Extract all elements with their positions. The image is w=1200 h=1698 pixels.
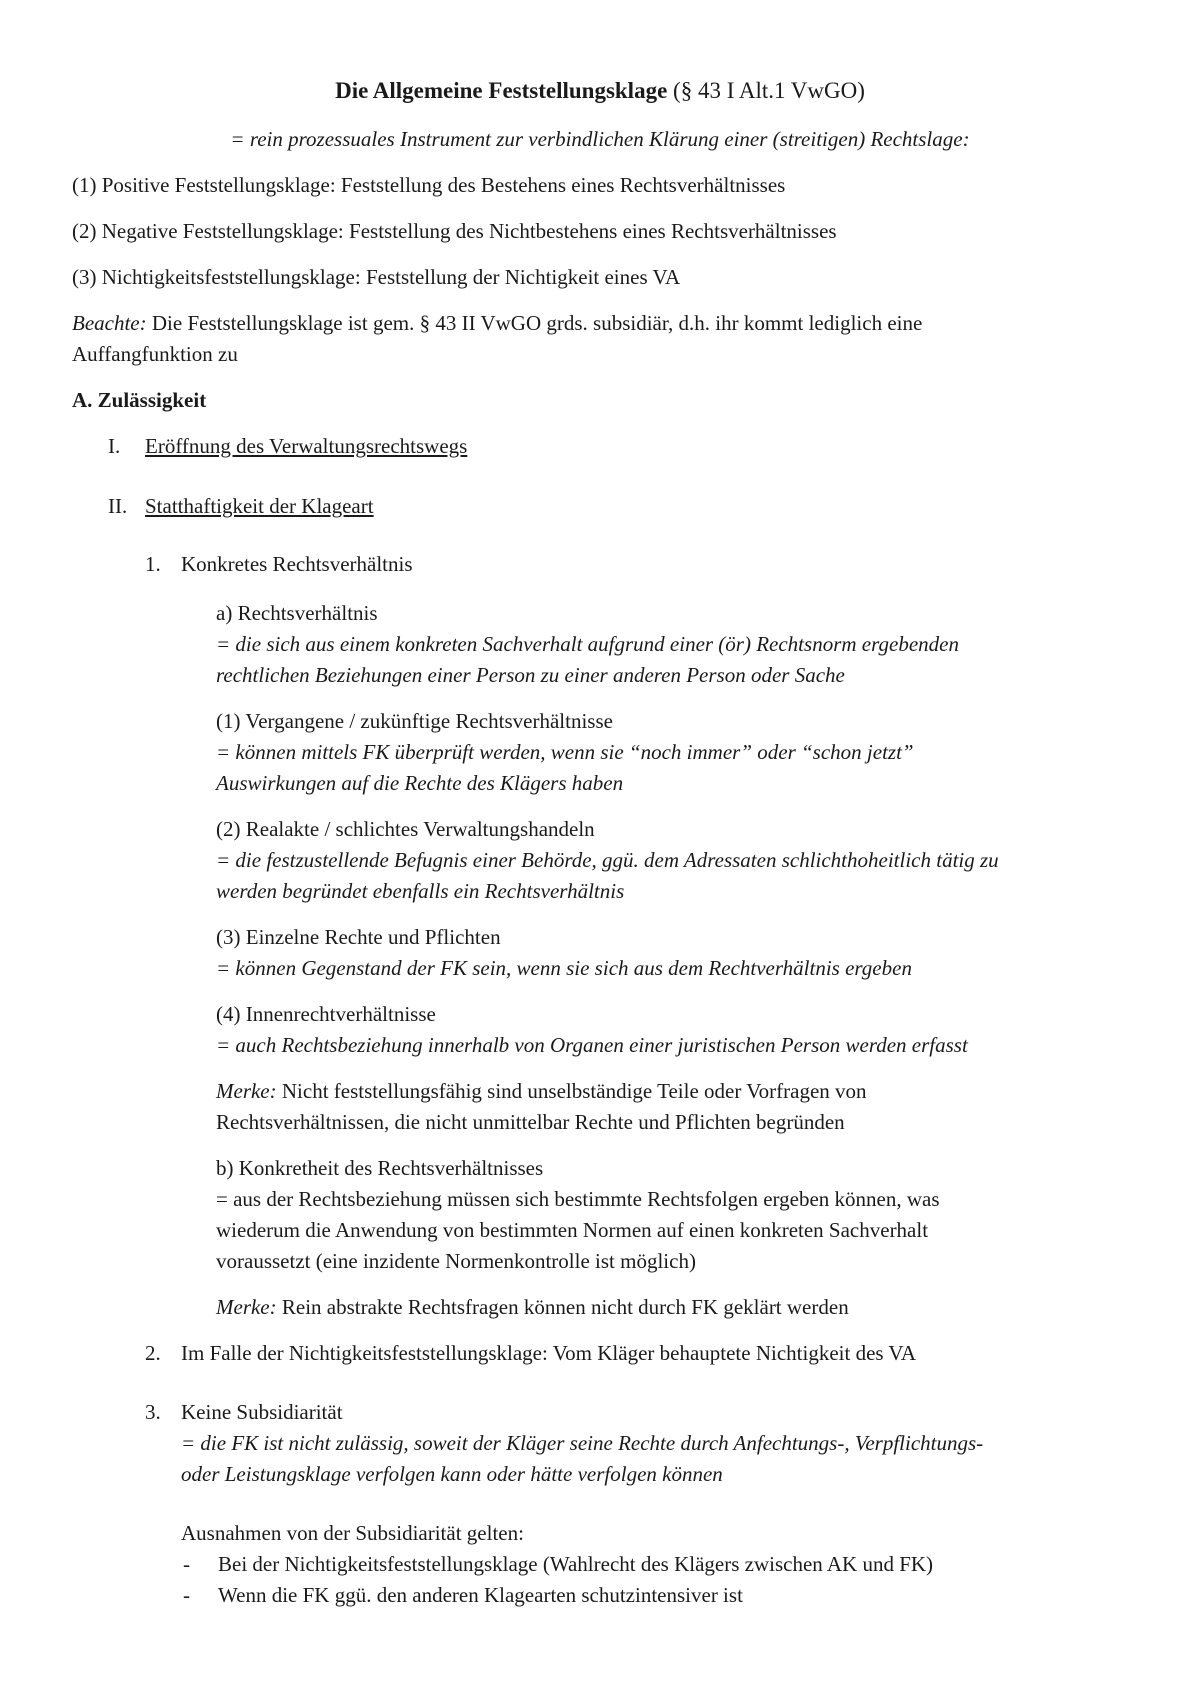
document-title [0, 76, 1200, 106]
sub-b-text-1: = aus der Rechtsbeziehung müssen sich bestimmte Rechtsfolgen ergeben können, was [216, 1187, 940, 1211]
sub-1-text-2: Auswirkungen auf die Rechte des Klägers haben [216, 771, 624, 795]
heading-rechtsweg: Eröffnung des Verwaltungsrechtswegs [145, 434, 468, 458]
roman-numeral-1: I. [108, 434, 121, 458]
sub-4-heading: (4) Innenrechtverhältnisse [216, 1002, 436, 1026]
type-negative: (2) Negative Feststellungsklage: Feststellung des Nichtbestehens eines Rechtsverhältnisses [72, 219, 837, 243]
sub-2-heading: (2) Realakte / schlichtes Verwaltungshandeln [216, 817, 595, 841]
type-positive: (1) Positive Feststellungsklage: Feststellung des Bestehens eines Rechtsverhältnisses [72, 173, 786, 197]
ausnahme-bullet-2: Wenn die FK ggü. den anderen Klagearten schutzintensiver ist [218, 1583, 743, 1607]
merke-2-label: Merke: [216, 1295, 277, 1319]
item-nichtigkeit-va: Im Falle der Nichtigkeitsfeststellungsklage: Vom Kläger behauptete Nichtigkeit des VA [181, 1341, 917, 1365]
section-heading-zulaessigkeit: A. Zulässigkeit [72, 388, 207, 412]
merke-1-line-1: Merke: Nicht feststellungsfähig sind unselbständige Teile oder Vorfragen von [216, 1079, 867, 1103]
sub-b-text-2: wiederum die Anwendung von bestimmten Normen auf einen konkreten Sachverhalt [216, 1218, 929, 1242]
sub-a-heading: a) Rechtsverhältnis [216, 601, 378, 625]
sub-a-definition-2: rechtlichen Beziehungen einer Person zu einer anderen Person oder Sache [216, 663, 845, 687]
roman-numeral-2: II. [108, 494, 128, 518]
bullet-dash: - [183, 1583, 190, 1607]
merke-2-line-1: Merke: Rein abstrakte Rechtsfragen können nicht durch FK geklärt werden [216, 1295, 849, 1319]
beachte-line-1: Beachte: Die Feststellungsklage ist gem. § 43 II VwGO grds. subsidiär, d.h. ihr kommt lediglich eine [72, 311, 923, 335]
item-konkretes-rechtsverhaeltnis: Konkretes Rechtsverhältnis [181, 552, 413, 576]
beachte-label: Beachte: [72, 311, 147, 335]
sub-3-heading: (3) Einzelne Rechte und Pflichten [216, 925, 501, 949]
item-number-1: 1. [145, 552, 161, 576]
sub-b-text-3: voraussetzt (eine inzidente Normenkontrolle ist möglich) [216, 1249, 696, 1273]
sub-a-definition-1: = die sich aus einem konkreten Sachverhalt aufgrund einer (ör) Rechtsnorm ergebenden [216, 632, 959, 656]
item-number-2: 2. [145, 1341, 161, 1365]
item-3-definition-1: = die FK ist nicht zulässig, soweit der Kläger seine Rechte durch Anfechtungs-, Verpflichtungs- [181, 1431, 984, 1455]
item-number-3: 3. [145, 1400, 161, 1424]
bullet-dash: - [183, 1552, 190, 1576]
merke-1-line-2: Rechtsverhältnissen, die nicht unmittelbar Rechte und Pflichten begründen [216, 1110, 845, 1134]
title-citation: (§ 43 I Alt.1 VwGO) [667, 78, 865, 103]
sub-2-text-2: werden begründet ebenfalls ein Rechtsverhältnis [216, 879, 625, 903]
sub-3-text-1: = können Gegenstand der FK sein, wenn sie sich aus dem Rechtverhältnis ergeben [216, 956, 912, 980]
sub-1-heading: (1) Vergangene / zukünftige Rechtsverhältnisse [216, 709, 613, 733]
item-keine-subsidiaritaet: Keine Subsidiarität [181, 1400, 343, 1424]
type-nichtigkeit: (3) Nichtigkeitsfeststellungsklage: Feststellung der Nichtigkeit eines VA [72, 265, 681, 289]
subtitle: = rein prozessuales Instrument zur verbindlichen Klärung einer (streitigen) Rechtslage: [230, 127, 970, 151]
merke-1-label: Merke: [216, 1079, 277, 1103]
sub-4-text-1: = auch Rechtsbeziehung innerhalb von Organen einer juristischen Person werden erfasst [216, 1033, 968, 1057]
beachte-line-2: Auffangfunktion zu [72, 342, 238, 366]
ausnahmen-heading: Ausnahmen von der Subsidiarität gelten: [181, 1521, 524, 1545]
sub-2-text-1: = die festzustellende Befugnis einer Behörde, ggü. dem Adressaten schlichthoheitlich tätig zu [216, 848, 999, 872]
heading-statthaftigkeit: Statthaftigkeit der Klageart [145, 494, 374, 518]
title-bold: Die Allgemeine Feststellungsklage [335, 78, 668, 103]
item-3-definition-2: oder Leistungsklage verfolgen kann oder hätte verfolgen können [181, 1462, 723, 1486]
sub-b-heading: b) Konkretheit des Rechtsverhältnisses [216, 1156, 544, 1180]
ausnahme-bullet-1: Bei der Nichtigkeitsfeststellungsklage (Wahlrecht des Klägers zwischen AK und FK) [218, 1552, 934, 1576]
sub-1-text-1: = können mittels FK überprüft werden, wenn sie “noch immer” oder “schon jetzt” [216, 740, 914, 764]
